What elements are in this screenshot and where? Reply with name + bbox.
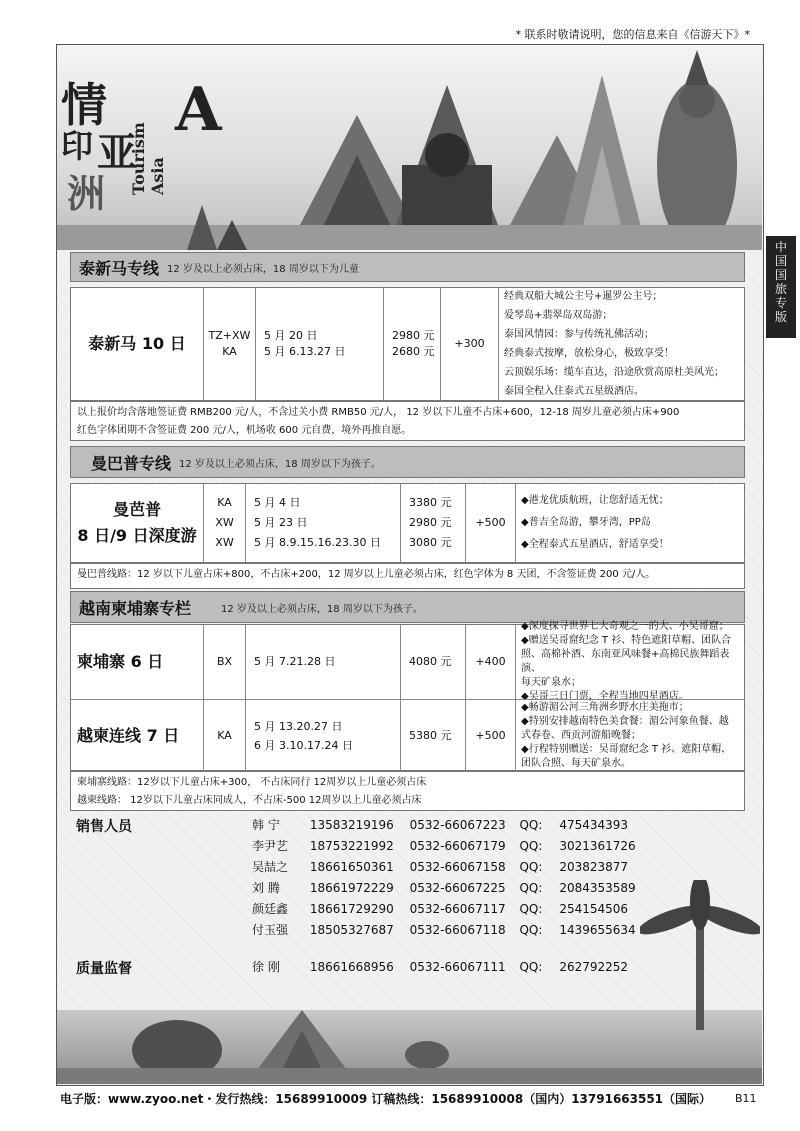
source-notice: * 联系时敬请说明，您的信息来自《信游天下》* <box>515 28 750 41</box>
section-subtitle: 12 岁及以上必须占床，18 周岁以下为孩子。 <box>221 603 423 615</box>
qq-label: QQ: <box>519 902 543 916</box>
section-header-vietnam <box>70 591 745 623</box>
contact-row <box>252 900 628 917</box>
route-name: 越柬连线 7 日 <box>77 725 180 745</box>
airline-code: XW <box>215 536 234 549</box>
note-line: 以上报价均含落地签证费 RMB200 元/人，不含过关小费 RMB50 元/人， 12 岁以下儿童不占床+600，12-18 周岁儿童必须占床+900 <box>77 407 680 418</box>
section-note-thai <box>70 401 745 441</box>
route-name-cell <box>71 484 204 562</box>
contact-name: 李尹艺 <box>252 839 289 853</box>
contact-name: 韩 宁 <box>252 818 280 832</box>
route-name: 曼芭普 <box>112 500 161 519</box>
qq-label: QQ: <box>519 923 543 937</box>
feature-line: 经典泰式按摩，放松身心，极致享受！ <box>504 348 674 359</box>
price: 4080 元 <box>409 655 452 668</box>
side-tab <box>766 236 796 338</box>
feature-line: ◆特别安排越南特色美食餐：湄公河象鱼餐、越 <box>521 715 729 727</box>
contact-name: 刘 腾 <box>252 881 280 895</box>
contact-name: 徐 刚 <box>252 960 280 974</box>
contact-qq: 1439655634 <box>559 923 636 937</box>
section-subtitle: 12 岁及以上必须占床，18 周岁以下为儿童 <box>167 263 359 275</box>
logo-letter: A <box>175 75 222 145</box>
section-header-thai <box>70 252 745 282</box>
price: 2680 元 <box>392 345 435 358</box>
section-note-vietnam <box>70 771 745 811</box>
side-tab-char: 版 <box>774 310 787 324</box>
contact-mobile: 18661668956 <box>309 960 394 974</box>
note-line: 红色字体团期不含签证费 200 元/人，机场收 600 元自费，境外再推自愿。 <box>77 425 412 436</box>
route-row-bali <box>70 483 745 563</box>
extra-cell <box>466 625 516 699</box>
departure-date: 6 月 3.10.17.24 日 <box>254 738 353 752</box>
section-title: 曼巴普专线 <box>91 453 172 473</box>
feature-line: 团队合照、每天矿泉水。 <box>521 757 631 769</box>
feature-line: 云顶娱乐场：缆车直达，沿途欣赏高原杜美风光； <box>504 367 724 378</box>
section-title: 泰新马专线 <box>79 258 160 278</box>
feature-line: ◆普吉全岛游，攀牙湾，PP岛 <box>521 517 651 528</box>
note-line: 越柬线路： 12岁以下儿童占床同成人，不占床-500 12周岁以上儿童必须占床 <box>77 795 422 806</box>
contact-mobile: 18505327687 <box>309 923 394 937</box>
contact-qq: 254154506 <box>559 902 629 916</box>
feature-line: 爱琴岛+翡翠岛双岛游； <box>504 310 613 321</box>
note-line: 曼巴普线路：12 岁以下儿童占床+800，不占床+200，12 周岁以上儿童必须占床，红色字体为 8 天团，不含签证费 200 元/人。 <box>77 569 656 580</box>
feature-line: ◆畅游湄公河三角洲乡野水庄美拖市； <box>521 701 689 713</box>
logo-char: 情 <box>61 78 107 132</box>
price: 5380 元 <box>409 728 452 742</box>
airline-code: KA <box>222 345 237 358</box>
sales-label: 销售人员 <box>76 819 132 835</box>
section-subtitle: 12 岁及以上必须占床，18 周岁以下为孩子。 <box>179 458 381 470</box>
feature-line: ◆港龙优质航班，让您舒适无忧； <box>521 495 669 506</box>
contact-row <box>252 958 628 975</box>
price-cell <box>384 288 441 400</box>
contact-tel: 0532-66067158 <box>409 860 506 874</box>
logo-char: 亚 <box>97 129 137 176</box>
contact-qq: 2084353589 <box>559 881 636 895</box>
contact-mobile: 13583219196 <box>309 818 394 832</box>
airline-cell <box>204 625 246 699</box>
qq-label: QQ: <box>519 960 543 974</box>
extra-fee: +500 <box>475 516 506 529</box>
contact-mobile: 18661650361 <box>309 860 394 874</box>
route-name: 8 日/9 日深度游 <box>77 526 197 545</box>
extra-fee: +500 <box>475 728 506 742</box>
side-tab-char: 中 <box>774 240 787 254</box>
contact-tel: 0532-66067117 <box>409 902 506 916</box>
extra-cell <box>466 484 516 562</box>
side-tab-char: 国 <box>774 268 787 282</box>
qq-label: QQ: <box>519 818 543 832</box>
price: 3380 元 <box>409 496 452 509</box>
contact-qq: 475434393 <box>559 818 629 832</box>
contact-row <box>252 837 636 854</box>
route-row-thai <box>70 287 745 401</box>
departure-date: 5 月 13.20.27 日 <box>254 719 343 733</box>
airline-code: TZ+XW <box>208 329 251 342</box>
features-cell <box>499 288 744 400</box>
route-row-cambodia <box>71 621 744 702</box>
side-tab-char: 国 <box>774 254 787 268</box>
contact-tel: 0532-66067179 <box>409 839 506 853</box>
contact-row <box>252 816 628 833</box>
airline-cell <box>204 699 246 772</box>
airline-code: KA <box>217 728 232 742</box>
contact-mobile: 18661729290 <box>309 902 394 916</box>
contact-tel: 0532-66067118 <box>409 923 506 937</box>
price-cell <box>401 625 466 699</box>
note-line: 柬埔寨线路：12岁以下儿童占床+300， 不占床同行 12周岁以上儿童必须占床 <box>77 777 427 788</box>
dates-cell <box>246 699 401 772</box>
feature-line: 经典双船大城公主号+暹罗公主号； <box>504 291 663 302</box>
feature-line: ◆深度探寻世界七大奇观之一的大、小吴哥窟； <box>521 621 729 632</box>
contact-row <box>252 858 628 875</box>
dates-cell <box>246 484 401 562</box>
contact-qq: 3021361726 <box>559 839 636 853</box>
features-cell <box>516 699 744 772</box>
qq-label: QQ: <box>519 860 543 874</box>
contact-mobile: 18661972229 <box>309 881 394 895</box>
logo-char: 印 <box>61 127 94 165</box>
departure-date: 5 月 20 日 <box>264 329 318 342</box>
feature-line: 照、高棉补酒、东南亚风味餐+高棉民族舞蹈表演、 <box>521 649 730 674</box>
feature-line: 每天矿泉水； <box>521 677 581 688</box>
departure-date: 5 月 7.21.28 日 <box>254 655 336 668</box>
side-tab-char: 旅 <box>774 282 787 296</box>
departure-date: 5 月 4 日 <box>254 496 301 509</box>
qq-label: QQ: <box>519 839 543 853</box>
contact-name: 吴喆之 <box>252 860 289 874</box>
feature-line: ◆吴哥三日门票，全程当地四星酒店。 <box>521 691 689 702</box>
contact-tel: 0532-66067223 <box>409 818 506 832</box>
footer-info: 电子版：www.zyoo.net・发行热线：15689910009 订稿热线：15689910008（国内）13791663551（国际） <box>60 1092 712 1106</box>
brand-logo <box>57 45 232 250</box>
airline-cell <box>204 484 246 562</box>
features-cell <box>516 621 744 702</box>
contact-name: 颜廷鑫 <box>252 902 289 916</box>
airline-cell <box>204 288 256 400</box>
contact-name: 付玉强 <box>252 923 289 937</box>
feature-line: ◆全程泰式五星酒店，舒适享受！ <box>521 539 669 550</box>
price: 3080 元 <box>409 536 452 549</box>
contact-tel: 0532-66067111 <box>409 960 506 974</box>
price-cell <box>401 484 466 562</box>
dates-cell <box>246 625 401 699</box>
airline-code: KA <box>217 496 232 509</box>
quality-label: 质量监督 <box>76 961 132 977</box>
dates-cell <box>256 288 384 400</box>
route-name-cell <box>71 699 204 772</box>
section-title: 越南柬埔寨专栏 <box>79 598 192 618</box>
feature-line: ◆行程特别赠送：吴哥窟纪念 T 衫、遮阳草帽、 <box>521 743 732 755</box>
feature-line: 式春卷、西贡河游船晚餐； <box>521 729 641 741</box>
section-header-bali <box>70 446 745 478</box>
qq-label: QQ: <box>519 881 543 895</box>
airline-code: BX <box>216 655 233 668</box>
features-cell <box>516 484 744 562</box>
contact-tel: 0532-66067225 <box>409 881 506 895</box>
extra-fee: +400 <box>475 655 506 668</box>
contact-qq: 203823877 <box>559 860 629 874</box>
section-note-bali <box>70 563 745 589</box>
contact-row <box>252 921 636 938</box>
airline-code: XW <box>215 516 234 529</box>
route-name-cell <box>71 625 204 699</box>
route-name-cell <box>71 288 204 400</box>
contact-row <box>252 879 636 896</box>
header-banner <box>57 45 762 250</box>
contact-mobile: 18753221992 <box>309 839 394 853</box>
route-table-vietnam <box>70 621 745 771</box>
feature-line: 泰国风情园：参与传统礼佛活动； <box>504 329 654 340</box>
departure-date: 5 月 23 日 <box>254 516 308 529</box>
extra-fee: +300 <box>454 337 485 350</box>
price: 2980 元 <box>392 329 435 342</box>
price: 2980 元 <box>409 516 452 529</box>
side-tab-char: 专 <box>774 296 787 310</box>
feature-line: ◆赠送吴哥窟纪念 T 衫、特色遮阳草帽、团队合 <box>521 635 732 646</box>
logo-char: 洲 <box>67 171 106 216</box>
route-name: 柬埔寨 6 日 <box>77 652 164 671</box>
route-name: 泰新马 10 日 <box>88 334 186 353</box>
extra-cell <box>466 699 516 772</box>
palm-tree-illustration <box>640 880 760 1030</box>
logo-english: Tourism Asia <box>129 122 167 195</box>
route-row-vietnam <box>71 699 744 772</box>
feature-line: 泰国全程入住泰式五星级酒店。 <box>504 386 644 397</box>
page-number: B11 <box>735 1092 757 1105</box>
price-cell <box>401 699 466 772</box>
contact-qq: 262792252 <box>559 960 629 974</box>
extra-cell <box>441 288 499 400</box>
departure-date: 5 月 8.9.15.16.23.30 日 <box>254 536 381 549</box>
departure-date: 5 月 6.13.27 日 <box>264 345 346 358</box>
